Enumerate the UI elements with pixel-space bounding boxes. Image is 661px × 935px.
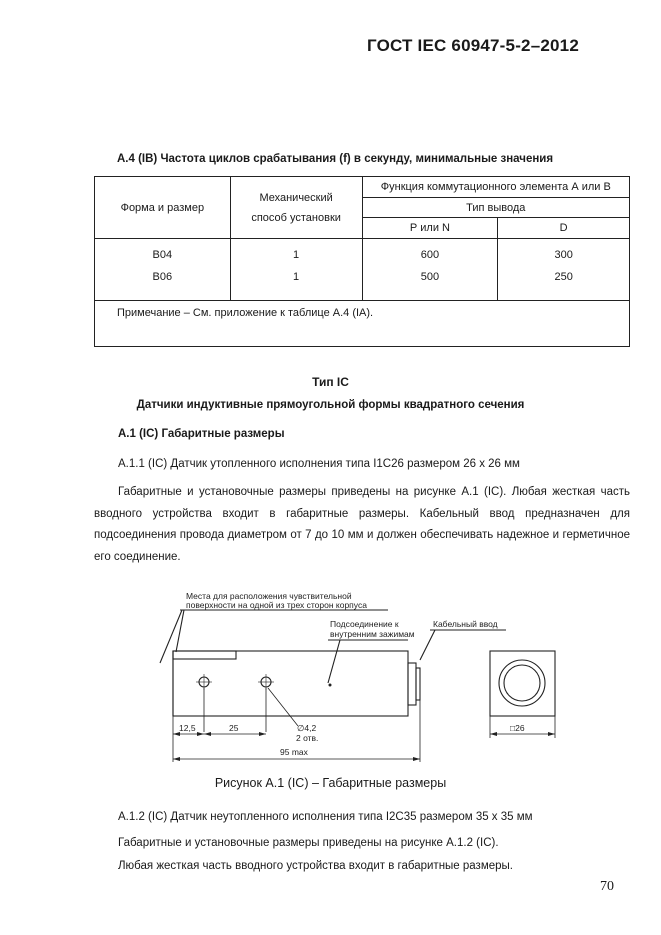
cell-d: 300 — [554, 249, 573, 261]
cell-mount: 1 — [293, 249, 300, 261]
header-mount: Механический способ установки — [230, 177, 362, 239]
paragraph-dimensions-2: Габаритные и установочные размеры приведены на рисунке А.1.2 (IC). — [118, 837, 499, 849]
type-title: Тип IC — [312, 375, 349, 389]
cable-entry — [408, 663, 416, 705]
label-connection: Подсоединение к — [330, 619, 399, 629]
dim-26-square: □26 — [510, 723, 525, 733]
table-caption: А.4 (IB) Частота циклов срабатывания (f) в секунду, минимальные значения — [117, 153, 554, 165]
dim-hole-diameter: ∅4,2 — [297, 723, 317, 733]
header-function: Функция коммутационного элемента А или В — [362, 177, 629, 198]
sensing-face — [173, 651, 236, 659]
label-sensing-surface: Места для расположения чувствительной — [186, 591, 352, 601]
header-form-size: Форма и размер — [95, 177, 231, 239]
dim-12-5: 12,5 — [179, 723, 196, 733]
paragraph-rigid-part: Любая жесткая часть вводного устройства входит в габаритные размеры. — [118, 860, 513, 872]
dimension-drawing — [150, 588, 570, 768]
table-row — [95, 239, 630, 301]
label-cable-entry: Кабельный ввод — [433, 619, 498, 629]
figure-caption: Рисунок А.1 (IC) – Габаритные размеры — [214, 776, 447, 790]
cell-form: B06 — [152, 271, 173, 283]
cell-pn: 500 — [420, 271, 440, 283]
leader-line — [328, 640, 340, 683]
frequency-table — [94, 176, 630, 347]
paragraph-dimensions: Габаритные и установочные размеры приведены на рисунке А.1 (IC). Любая жесткая часть вводного устройства входит в габаритные размеры. Кабельный ввод предназначен для подсоединения провода диаметром от 7 до 10 мм и должен обеспечивать надежное и герметичное его соединение. — [94, 486, 630, 563]
page-number: 70 — [600, 879, 614, 894]
label-sensing-surface: поверхности на одной из трех сторон корпуса — [186, 600, 367, 610]
paragraph-a11: А.1.1 (IC) Датчик утопленного исполнения типа I1C26 размером 26 х 26 мм — [118, 458, 520, 470]
cell-mount: 1 — [293, 271, 300, 283]
type-subtitle: Датчики индуктивные прямоугольной формы квадратного сечения — [136, 399, 525, 411]
paragraph-a12: А.1.2 (IC) Датчик неутопленного исполнения типа I2C35 размером 35 х 35 мм — [118, 811, 533, 823]
leader-line — [420, 630, 435, 660]
document-header: ГОСТ IEC 60947-5-2–2012 — [366, 36, 579, 55]
table-note: Примечание – См. приложение к таблице А.4 (IA). — [95, 301, 630, 347]
dim-95-max: 95 max — [280, 747, 308, 757]
dim-25: 25 — [229, 723, 239, 733]
header-d: D — [498, 218, 630, 239]
cell-form: B04 — [152, 249, 173, 261]
header-pn: Р или N — [362, 218, 498, 239]
dim-hole-count: 2 отв. — [296, 733, 319, 743]
cell-pn: 600 — [420, 249, 440, 261]
section-title: А.1 (IC) Габаритные размеры — [118, 428, 285, 440]
label-connection: внутренним зажимам — [330, 629, 415, 639]
header-output-type: Тип вывода — [362, 198, 629, 218]
leader-line — [176, 610, 184, 652]
end-view-outer-ring — [499, 660, 545, 706]
cell-d: 250 — [554, 271, 573, 283]
